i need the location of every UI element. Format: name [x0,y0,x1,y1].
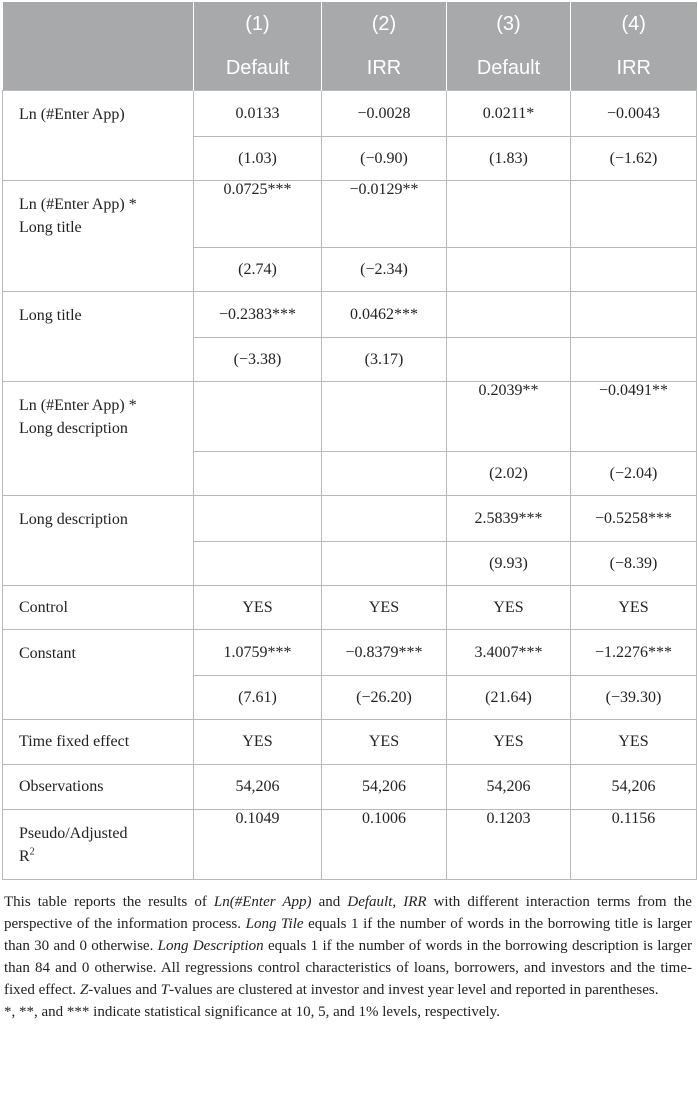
row-label: Control [3,586,194,630]
cell [194,496,322,542]
table-row [3,720,697,765]
row-label: Constant [3,630,194,720]
cell: 0.1049 [194,810,322,880]
cell [447,248,571,292]
table-note-main [4,891,692,1001]
col-name-2: IRR [322,46,447,91]
table-row [3,91,697,137]
cell: 1.0759*** [194,630,322,676]
cell: YES [194,720,322,765]
cell [447,181,571,248]
cell: (7.61) [194,676,322,720]
cell: (21.64) [447,676,571,720]
row-label [3,810,194,880]
row-label [3,181,194,292]
col-name-4: IRR [571,46,697,91]
row-label: Long title [3,292,194,382]
cell: 0.0462*** [322,292,447,338]
cell [322,382,447,452]
col-name-1: Default [194,46,322,91]
cell [194,382,322,452]
cell: (−39.30) [571,676,697,720]
note-italic: T [160,982,170,998]
table-row [3,292,697,338]
col-header-4: (4) [571,2,697,46]
cell: (−26.20) [322,676,447,720]
cell: (−2.34) [322,248,447,292]
table-row [3,496,697,542]
note-italic: Long Tile [245,916,304,932]
table-row [3,181,697,248]
note-text: with different interaction terms from the perspective of the information process. [4,894,692,932]
row-label-line1: Ln (#Enter App) * [19,196,137,213]
cell: (−2.04) [571,452,697,496]
row-label-line2: Long title [19,219,82,236]
row-label-line2: R [19,848,30,865]
row-label-line1: Ln (#Enter App) * [19,397,137,414]
cell [571,248,697,292]
cell: YES [571,586,697,630]
cell: YES [322,586,447,630]
row-label: Time fixed effect [3,720,194,765]
note-italic: Z [79,982,89,998]
note-italic: Default, IRR [347,894,427,910]
header-blank [3,46,194,91]
table-row [3,586,697,630]
cell: (2.74) [194,248,322,292]
cell: (2.02) [447,452,571,496]
col-header-3: (3) [447,2,571,46]
cell: 0.2039** [447,382,571,452]
cell: YES [194,586,322,630]
col-header-2: (2) [322,2,447,46]
cell: −0.0129** [322,181,447,248]
table-notes [4,891,692,1023]
row-label-line2: Long description [19,420,128,437]
cell: 0.0133 [194,91,322,137]
cell: −0.0028 [322,91,447,137]
note-text: equals 1 if the number of words in the borrowing title is larger than 30 and 0 otherwise. [4,916,692,954]
note-italic: Ln(#Enter App) [213,894,312,910]
cell [194,452,322,496]
cell: (1.83) [447,137,571,181]
row-label-line1: Pseudo/Adjusted [19,825,128,842]
cell [447,338,571,382]
cell: (1.03) [194,137,322,181]
cell: 54,206 [322,765,447,810]
row-label [3,382,194,496]
cell: −0.0043 [571,91,697,137]
cell: 54,206 [447,765,571,810]
row-label: Long description [3,496,194,586]
cell: YES [322,720,447,765]
note-text: equals 1 if the number of words in the borrowing description is larger than 84 and 0 otherwise. All regressions control characteristics of loans, borrowers, and investors and the time-fixed effect. [4,938,692,998]
cell: 0.0725*** [194,181,322,248]
note-italic: Long Description [157,938,264,954]
table-row [3,810,697,880]
regression-table [2,2,697,880]
cell [322,496,447,542]
cell: −1.2276*** [571,630,697,676]
table-note-significance: *, **, and *** indicate statistical significance at 10, 5, and 1% levels, respectively. [4,1004,500,1020]
cell: 2.5839*** [447,496,571,542]
cell [571,338,697,382]
row-label: Observations [3,765,194,810]
table-row [3,765,697,810]
cell: 3.4007*** [447,630,571,676]
header-blank [3,2,194,46]
cell [194,542,322,586]
cell [322,542,447,586]
cell: (−3.38) [194,338,322,382]
cell: 54,206 [194,765,322,810]
cell: −0.8379*** [322,630,447,676]
cell [447,292,571,338]
cell: (3.17) [322,338,447,382]
note-text: and [311,894,348,910]
cell: (−1.62) [571,137,697,181]
col-header-1: (1) [194,2,322,46]
header-row-names [3,46,697,91]
note-text: -values and [88,982,161,998]
header-row-numbers [3,2,697,46]
cell: (−0.90) [322,137,447,181]
cell: 0.1203 [447,810,571,880]
cell: −0.0491** [571,382,697,452]
row-label: Ln (#Enter App) [3,91,194,181]
cell [322,452,447,496]
note-text: -values are clustered at investor and invest year level and reported in parentheses. [169,982,659,998]
cell: 54,206 [571,765,697,810]
superscript: 2 [29,846,35,858]
table-row [3,630,697,676]
cell [571,181,697,248]
cell: −0.5258*** [571,496,697,542]
table-row [3,382,697,452]
cell: 0.1156 [571,810,697,880]
cell: YES [447,720,571,765]
cell: (9.93) [447,542,571,586]
cell: YES [447,586,571,630]
cell: 0.0211* [447,91,571,137]
cell: (−8.39) [571,542,697,586]
note-text: This table reports the results of [4,894,214,910]
cell [571,292,697,338]
cell: −0.2383*** [194,292,322,338]
cell: YES [571,720,697,765]
col-name-3: Default [447,46,571,91]
cell: 0.1006 [322,810,447,880]
